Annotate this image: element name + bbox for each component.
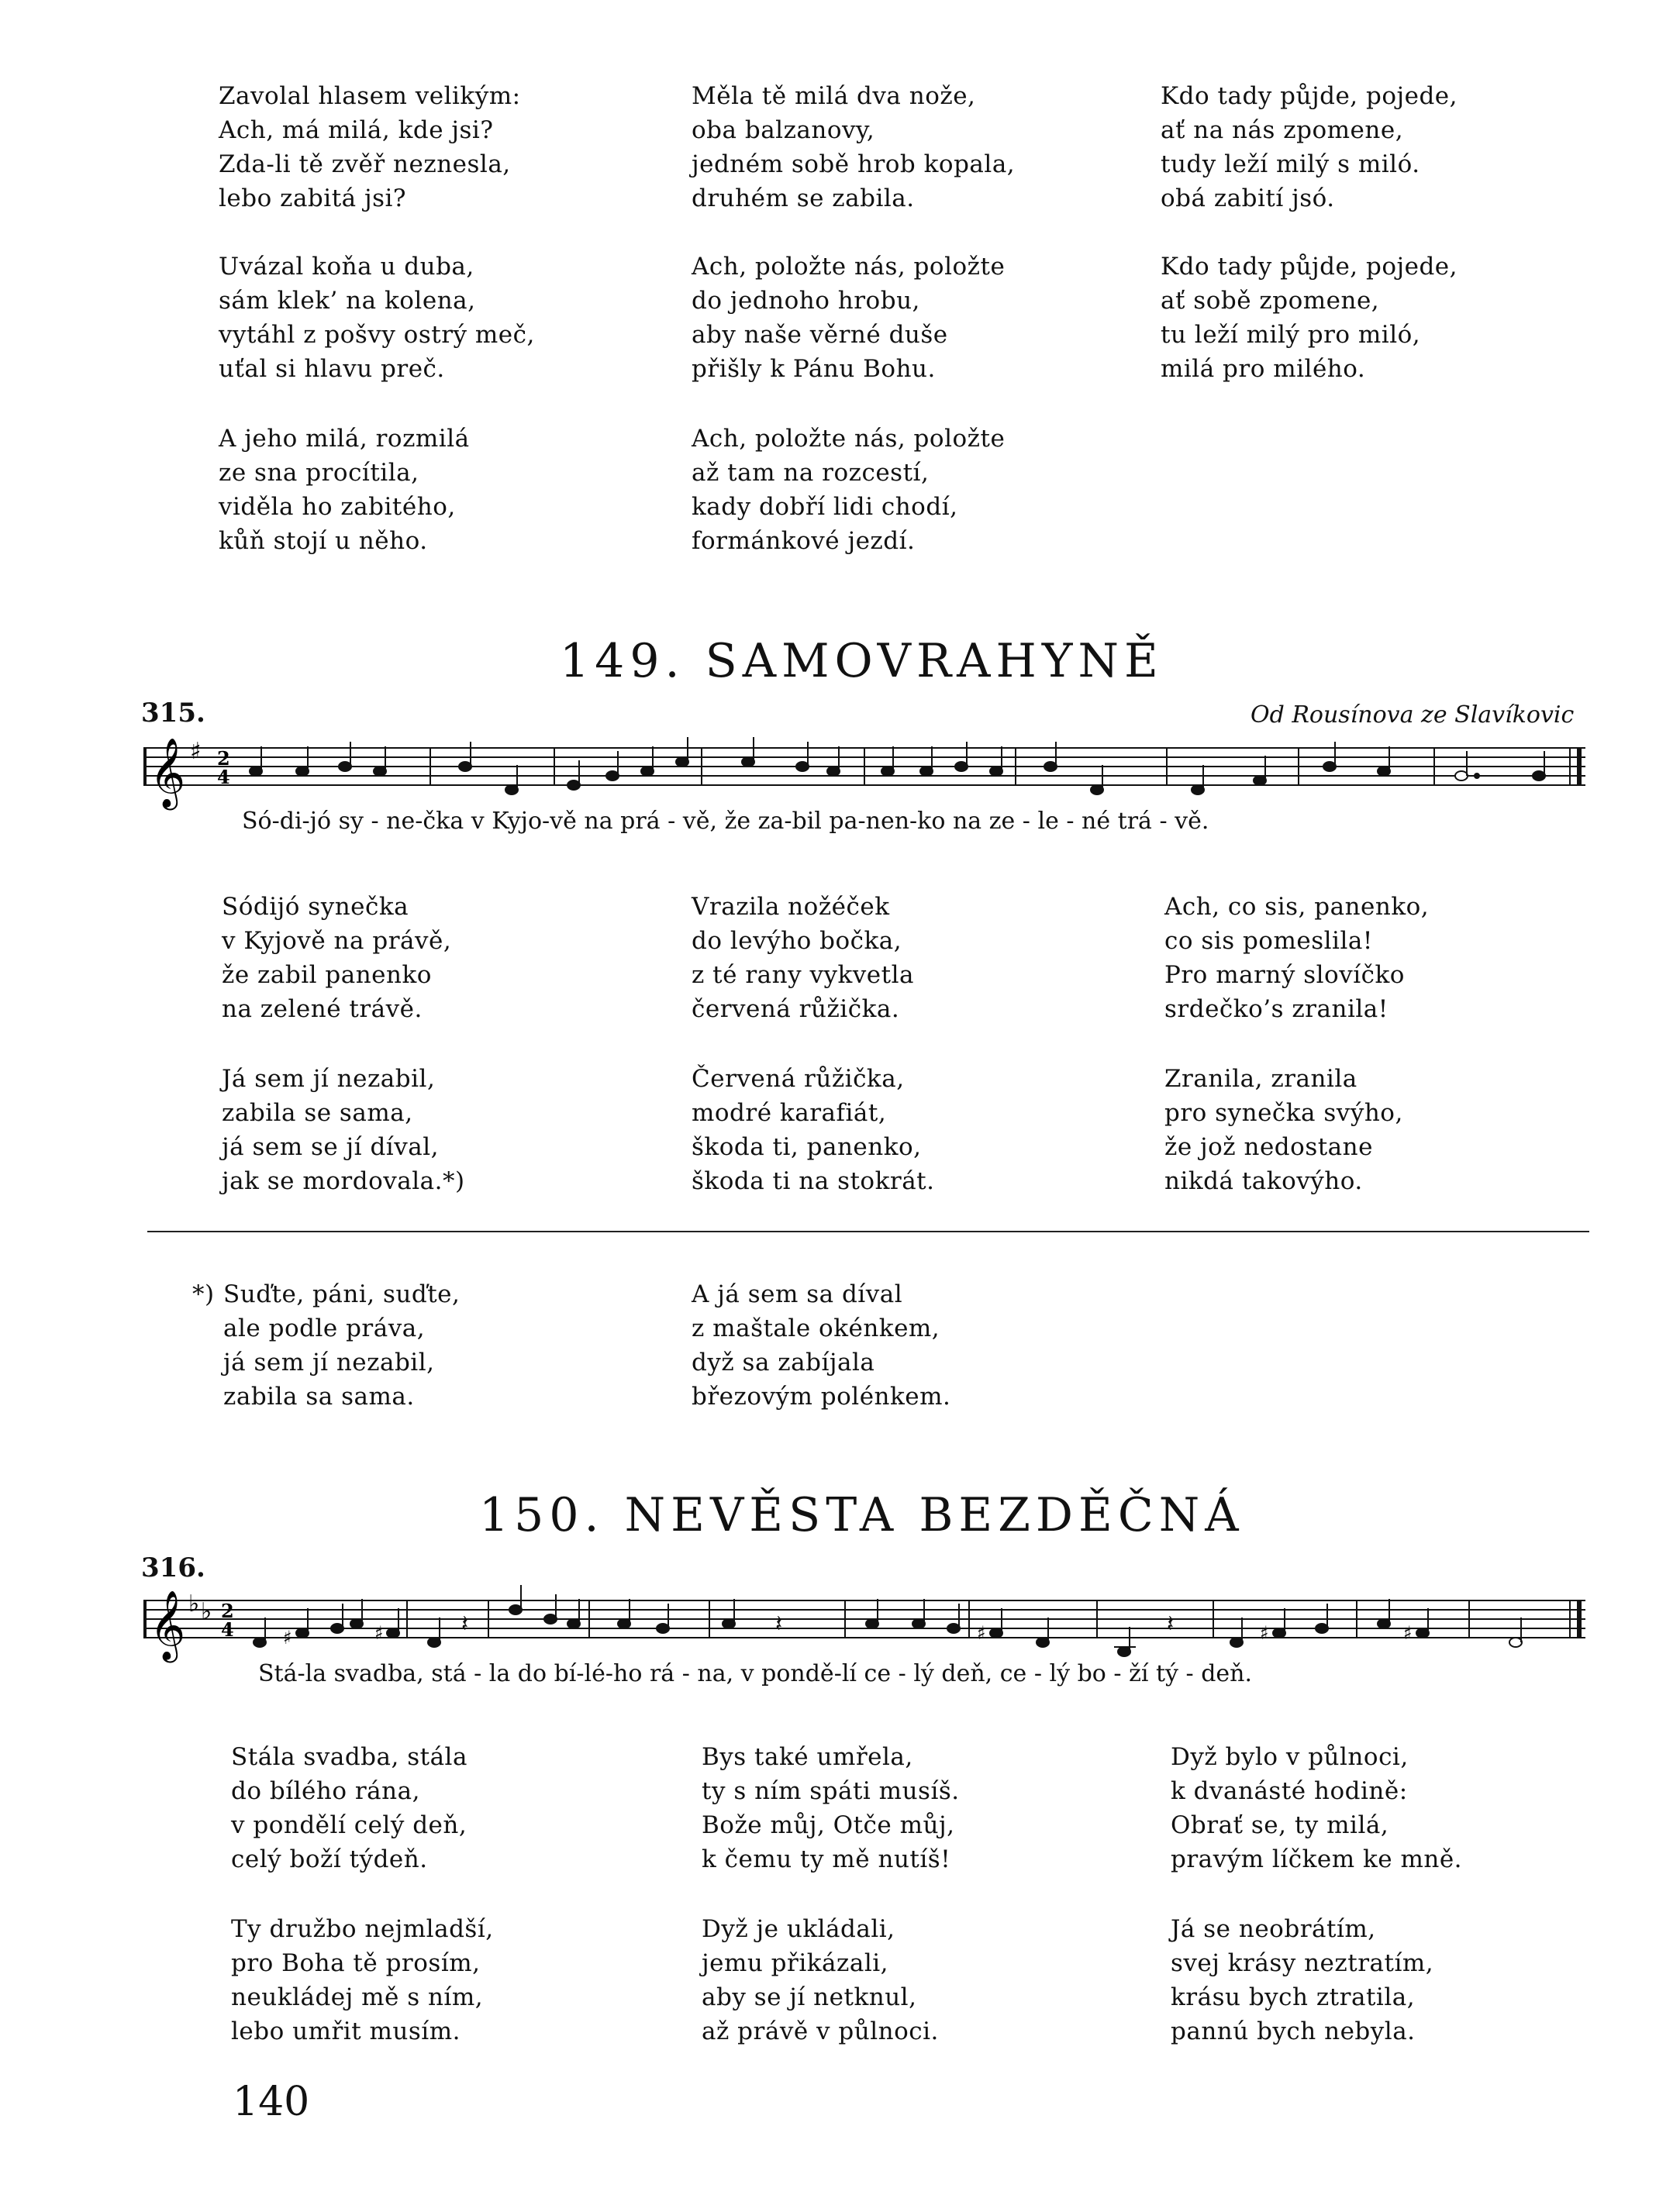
svg-text:𝄽: 𝄽 xyxy=(461,1611,469,1638)
footnote-divider xyxy=(147,1231,1589,1232)
stanza-149-col2-2: Červená růžička, modré karafiát, škoda ti, panenko, škoda ti na stokrát. xyxy=(692,1065,935,1195)
stanza-top-col1-1: Zavolal hlasem velikým: Ach, má milá, kde jsi? Zda-li tě zvěř neznesla, lebo zabitá jsi? xyxy=(219,82,521,212)
footnote-col2: A já sem sa díval z maštale okénkem, dyž sa zabíjala březovým polénkem. xyxy=(692,1280,951,1411)
lyrics-315: Só-di-jó sy - ne-čka v Kyjo-vě na prá - vě, že za-bil pa-nen-ko na ze - le - né trá - vě. xyxy=(242,808,1209,835)
svg-text:𝄽: 𝄽 xyxy=(775,1611,783,1638)
stanza-top-col3-2: Kdo tady půjde, pojede, ať sobě zpomene, tu leží milý pro miló, milá pro milého. xyxy=(1161,253,1458,383)
stanza-150-col3-2: Já se neobrátím, svej krásy neztratím, krásu bych ztratila, pannú bych nebyla. xyxy=(1171,1915,1434,2045)
stanza-150-col1-2: Ty družbo nejmladší, pro Boha tě prosím, neukládej mě s ním, lebo umřit musím. xyxy=(231,1915,494,2045)
flat-sign-icon: ♭ xyxy=(201,1598,212,1625)
stanza-149-col3-2: Zranila, zranila pro synečka svýho, že jož nedostane nikdá takovýho. xyxy=(1164,1065,1403,1195)
stanza-150-col1-1: Stála svadba, stála do bílého rána, v pondělí celý deň, celý boží týdeň. xyxy=(231,1743,467,1873)
footnote-col1: Suďte, páni, suďte, ale podle práva, já sem jí nezabil, zabila sa sama. xyxy=(223,1280,461,1411)
page-number: 140 xyxy=(233,2079,310,2125)
stanza-top-col2-3: Ach, položte nás, položte až tam na rozcestí, kady dobří lidi chodí, formánkové jezdí. xyxy=(692,425,1006,555)
stanza-top-col1-3: A jeho milá, rozmilá ze sna procítila, viděla ho zabitého, kůň stojí u něho. xyxy=(219,425,470,555)
time-signature-bottom: 4 xyxy=(217,766,230,788)
sharp-sign-icon: ♯ xyxy=(190,738,202,765)
stanza-149-col1-1: Sódijó synečka v Kyjově na právě, že zabil panenko na zelené trávě. xyxy=(222,893,452,1023)
stanza-150-col2-2: Dyž je ukládali, jemu přikázali, aby se jí netknul, až právě v půlnoci. xyxy=(702,1915,939,2045)
time-signature-top: 2 xyxy=(217,747,230,770)
stanza-top-col2-2: Ach, položte nás, položte do jednoho hrobu, aby naše věrné duše přišly k Pánu Bohu. xyxy=(692,253,1006,383)
song-title-149: 149. SAMOVRAHYNĚ xyxy=(560,634,1164,688)
stanza-top-col1-2: Uvázal koňa u duba, sám klek’ na kolena, vytáhl z pošvy ostrý meč, uťal si hlavu preč. xyxy=(219,253,535,383)
svg-text:𝄽: 𝄽 xyxy=(1167,1611,1175,1638)
music-staff-316 xyxy=(143,1585,1597,1670)
flat-sign-icon: ♭ xyxy=(188,1590,200,1618)
lyrics-316: Stá-la svadba, stá - la do bí-lé-ho rá - na, v pondě-lí ce - lý deň, ce - lý bo - ží tý - deň. xyxy=(258,1660,1253,1687)
stanza-149-col1-2: Já sem jí nezabil, zabila se sama, já sem se jí díval, jak se mordovala.*) xyxy=(222,1065,465,1195)
song-number-316: 316. xyxy=(141,1552,205,1583)
song-source-149: Od Rousínova ze Slavíkovic xyxy=(1251,701,1575,729)
stanza-149-col2-1: Vrazila nožéček do levýho bočka, z té rany vykvetla červená růžička. xyxy=(692,893,915,1023)
stanza-top-col3-1: Kdo tady půjde, pojede, ať na nás zpomene, tudy leží milý s miló. obá zabití jsó. xyxy=(1161,82,1458,212)
svg-text:♯: ♯ xyxy=(374,1622,384,1644)
treble-clef-icon: 𝄞 xyxy=(150,738,186,808)
footnote-marker: *) xyxy=(192,1280,215,1308)
svg-text:♯: ♯ xyxy=(977,1622,986,1644)
stanza-150-col2-1: Bys také umřela, ty s ním spáti musíš. Bože můj, Otče můj, k čemu ty mě nutíš! xyxy=(702,1743,960,1873)
svg-text:♯: ♯ xyxy=(283,1627,292,1649)
stanza-149-col3-1: Ach, co sis, panenko, co sis pomeslila! Pro marný slovíčko srdečko’s zranila! xyxy=(1164,893,1430,1023)
song-number-315: 315. xyxy=(141,698,205,729)
svg-text:♯: ♯ xyxy=(1260,1622,1269,1644)
time-signature-top: 2 xyxy=(221,1600,234,1622)
svg-text:♯: ♯ xyxy=(1403,1622,1413,1644)
music-staff-315 xyxy=(143,732,1597,818)
stanza-top-col2-1: Měla tě milá dva nože, oba balzanovy, jedném sobě hrob kopala, druhém se zabila. xyxy=(692,82,1016,212)
stanza-150-col3-1: Dyž bylo v půlnoci, k dvanásté hodině: Obrať se, ty milá, pravým líčkem ke mně. xyxy=(1171,1743,1463,1873)
song-title-150: 150. NEVĚSTA BEZDĚČNÁ xyxy=(479,1488,1244,1542)
time-signature-bottom: 4 xyxy=(221,1618,234,1641)
treble-clef-icon: 𝄞 xyxy=(150,1590,186,1660)
